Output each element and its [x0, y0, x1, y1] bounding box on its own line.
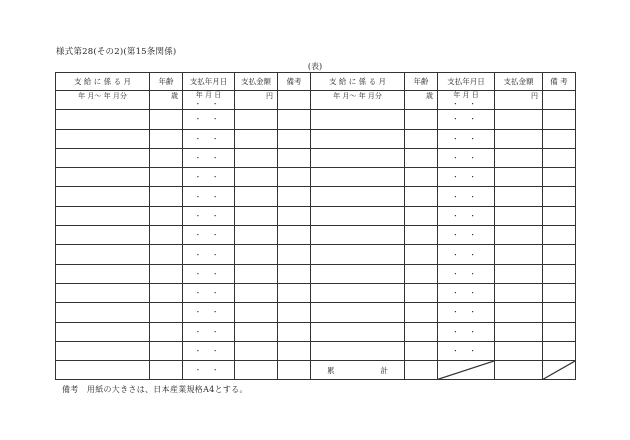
remarks-cell-right[interactable]	[543, 110, 576, 129]
pay-date-cell-right[interactable]	[438, 129, 495, 148]
period-cell-right[interactable]	[311, 187, 405, 206]
remarks-cell[interactable]	[278, 283, 311, 302]
date-dots: ・ ・	[194, 173, 223, 182]
remarks-cell[interactable]	[278, 245, 311, 264]
age-cell-right[interactable]	[405, 264, 438, 283]
remarks-cell-right[interactable]	[543, 283, 576, 302]
amount-cell[interactable]	[235, 283, 278, 302]
total-label-cell	[311, 361, 405, 380]
amount-cell-right[interactable]	[495, 110, 543, 129]
age-cell-right[interactable]	[405, 245, 438, 264]
pay-date-cell-right[interactable]	[438, 110, 495, 129]
pay-date-cell[interactable]	[183, 264, 235, 283]
age-cell-right[interactable]	[405, 341, 438, 360]
total-amount-cell[interactable]	[495, 361, 543, 380]
remarks-cell[interactable]	[278, 264, 311, 283]
period-cell[interactable]	[56, 361, 150, 380]
period-cell-right[interactable]	[311, 110, 405, 129]
amount-cell-right[interactable]	[495, 283, 543, 302]
age-cell[interactable]	[150, 129, 183, 148]
form-label: 様式第28(その2)(第15条関係)	[56, 47, 177, 57]
pay-date-cell-right[interactable]	[438, 341, 495, 360]
amount-cell-right[interactable]	[495, 322, 543, 341]
header-remarks-right: 備 考	[543, 73, 576, 91]
table-row	[56, 187, 576, 206]
amount-cell[interactable]	[235, 341, 278, 360]
period-cell[interactable]	[56, 322, 150, 341]
pay-date-cell[interactable]	[183, 206, 235, 225]
pay-date-cell[interactable]	[183, 245, 235, 264]
remarks-cell[interactable]	[278, 91, 311, 110]
age-cell-right[interactable]	[405, 168, 438, 187]
table-row	[56, 168, 576, 187]
amount-cell-right[interactable]	[495, 226, 543, 245]
amount-cell-right[interactable]	[495, 341, 543, 360]
period-cell-right[interactable]	[311, 245, 405, 264]
pay-date-cell[interactable]	[183, 91, 235, 110]
pay-date-cell-right[interactable]	[438, 148, 495, 167]
date-dots: ・ ・	[194, 269, 223, 278]
header-period-right: 支 給 に 係 る 月	[311, 73, 405, 91]
pay-date-cell[interactable]	[183, 283, 235, 302]
payment-record-table	[55, 72, 576, 380]
total-row	[56, 361, 576, 380]
period-cell-right[interactable]	[311, 283, 405, 302]
table-row	[56, 283, 576, 302]
age-cell[interactable]	[150, 264, 183, 283]
table-caption: (表)	[307, 62, 323, 71]
period-cell-right[interactable]	[311, 168, 405, 187]
table-row	[56, 148, 576, 167]
date-dots: ・ ・	[194, 327, 223, 336]
date-dots: ・ ・	[451, 173, 481, 182]
date-dots: ・ ・	[194, 366, 223, 375]
table-row	[56, 303, 576, 322]
date-dots: ・ ・	[194, 347, 223, 355]
remarks-cell-right[interactable]	[543, 148, 576, 167]
pay-date-cell[interactable]	[183, 110, 235, 129]
period-cell[interactable]	[56, 341, 150, 360]
age-cell-right[interactable]	[405, 206, 438, 225]
age-cell-right[interactable]	[405, 322, 438, 341]
date-dots: ・ ・	[194, 100, 223, 108]
pay-date-cell-right[interactable]	[438, 91, 495, 110]
total-label-suffix: 計	[380, 366, 388, 376]
date-dots: ・ ・	[194, 289, 223, 298]
date-dots: ・ ・	[451, 134, 481, 143]
period-cell[interactable]	[56, 264, 150, 283]
date-dots: ・ ・	[451, 154, 481, 163]
period-cell[interactable]	[56, 206, 150, 225]
amount-cell-right[interactable]	[495, 168, 543, 187]
age-cell[interactable]	[150, 303, 183, 322]
period-cell[interactable]	[56, 283, 150, 302]
pay-date-cell-right[interactable]	[438, 187, 495, 206]
age-cell-right[interactable]	[405, 283, 438, 302]
remarks-cell[interactable]	[278, 110, 311, 129]
period-cell[interactable]: 年 月～ 年 月分	[56, 91, 150, 110]
amount-cell[interactable]	[235, 226, 278, 245]
date-dots: ・ ・	[194, 115, 223, 124]
amount-cell-right[interactable]	[495, 187, 543, 206]
age-cell-right[interactable]	[405, 129, 438, 148]
remarks-cell[interactable]	[278, 168, 311, 187]
age-cell-right[interactable]: 歳	[405, 91, 438, 110]
header-age: 年齢	[150, 73, 183, 91]
age-cell[interactable]	[150, 341, 183, 360]
date-dots: ・ ・	[451, 192, 481, 201]
period-cell-right[interactable]	[311, 129, 405, 148]
date-units-right: 年 月 日	[453, 91, 479, 99]
amount-cell[interactable]: 円	[235, 91, 278, 110]
amount-cell[interactable]	[235, 168, 278, 187]
remarks-cell[interactable]	[278, 187, 311, 206]
table-row-first	[56, 91, 576, 110]
pay-date-cell-right[interactable]	[438, 206, 495, 225]
amount-cell[interactable]	[235, 361, 278, 380]
diagonal-slash	[543, 361, 575, 379]
age-cell-right[interactable]	[405, 187, 438, 206]
date-dots: ・ ・	[194, 192, 223, 201]
age-cell[interactable]	[150, 322, 183, 341]
date-dots: ・ ・	[451, 327, 481, 336]
age-cell[interactable]	[150, 245, 183, 264]
amount-cell[interactable]	[235, 148, 278, 167]
age-cell-right[interactable]	[405, 148, 438, 167]
remarks-cell[interactable]	[278, 148, 311, 167]
date-dots-right: ・ ・	[451, 100, 481, 108]
pay-date-cell-right[interactable]	[438, 303, 495, 322]
amount-cell-right[interactable]	[495, 148, 543, 167]
date-dots: ・ ・	[194, 211, 223, 220]
period-cell[interactable]	[56, 110, 150, 129]
amount-cell-right[interactable]	[495, 245, 543, 264]
period-cell[interactable]	[56, 168, 150, 187]
table-row	[56, 206, 576, 225]
date-dots: ・ ・	[194, 134, 223, 143]
period-cell[interactable]	[56, 129, 150, 148]
age-cell[interactable]: 歳	[150, 91, 183, 110]
pay-date-cell[interactable]	[183, 148, 235, 167]
header-age-right: 年齢	[405, 73, 438, 91]
header-pay-date-right: 支払年月日	[438, 73, 495, 91]
amount-cell[interactable]	[235, 245, 278, 264]
remarks-cell-right[interactable]	[543, 341, 576, 360]
amount-cell-right[interactable]	[495, 303, 543, 322]
period-cell-right[interactable]: 年 月～ 年 月分	[311, 91, 405, 110]
date-dots: ・ ・	[451, 231, 481, 240]
remarks-cell[interactable]	[278, 129, 311, 148]
diagonal-cell-date	[438, 361, 495, 380]
date-dots: ・ ・	[451, 211, 481, 220]
period-cell[interactable]	[56, 187, 150, 206]
table-row	[56, 129, 576, 148]
table-row	[56, 226, 576, 245]
date-dots: ・ ・	[451, 347, 481, 355]
pay-date-cell-right[interactable]	[438, 168, 495, 187]
period-cell-right[interactable]	[311, 226, 405, 245]
age-cell-right[interactable]	[405, 226, 438, 245]
remarks-cell-right[interactable]	[543, 206, 576, 225]
period-cell-right[interactable]	[311, 206, 405, 225]
date-dots: ・ ・	[194, 250, 223, 259]
age-cell-right[interactable]	[405, 303, 438, 322]
remarks-cell[interactable]	[278, 206, 311, 225]
date-dots: ・ ・	[194, 231, 223, 240]
period-cell-right[interactable]	[311, 341, 405, 360]
age-cell-right[interactable]	[405, 361, 438, 380]
header-period: 支 給 に 係 る 月	[56, 73, 150, 91]
remarks-cell-right[interactable]	[543, 168, 576, 187]
age-cell[interactable]	[150, 168, 183, 187]
amount-cell-right[interactable]: 円	[495, 91, 543, 110]
diagonal-slash	[438, 361, 494, 379]
remarks-cell-right[interactable]	[543, 129, 576, 148]
amount-cell-right[interactable]	[495, 264, 543, 283]
remarks-cell[interactable]	[278, 226, 311, 245]
remarks-cell-right[interactable]	[543, 303, 576, 322]
age-cell[interactable]	[150, 226, 183, 245]
amount-cell-right[interactable]	[495, 129, 543, 148]
remarks-cell-right[interactable]	[543, 187, 576, 206]
amount-cell[interactable]	[235, 322, 278, 341]
pay-date-cell-right[interactable]	[438, 283, 495, 302]
amount-cell[interactable]	[235, 110, 278, 129]
remarks-cell-right[interactable]	[543, 322, 576, 341]
header-row	[56, 73, 576, 91]
footer-note: 備考 用紙の大きさは、日本産業規格A4とする。	[62, 385, 248, 394]
age-cell-right[interactable]	[405, 110, 438, 129]
amount-cell[interactable]	[235, 129, 278, 148]
amount-cell[interactable]	[235, 187, 278, 206]
pay-date-cell[interactable]	[183, 361, 235, 380]
date-dots: ・ ・	[451, 289, 481, 298]
pay-date-cell[interactable]	[183, 322, 235, 341]
pay-date-cell-right[interactable]	[438, 226, 495, 245]
pay-date-cell[interactable]	[183, 168, 235, 187]
date-dots: ・ ・	[194, 308, 223, 317]
remarks-cell[interactable]	[278, 361, 311, 380]
remarks-cell-right[interactable]	[543, 226, 576, 245]
date-dots: ・ ・	[194, 154, 223, 163]
age-cell[interactable]	[150, 283, 183, 302]
pay-date-cell-right[interactable]	[438, 245, 495, 264]
date-units: 年 月 日	[195, 91, 222, 99]
period-cell[interactable]	[56, 148, 150, 167]
pay-date-cell[interactable]	[183, 187, 235, 206]
period-cell[interactable]	[56, 303, 150, 322]
table-row	[56, 322, 576, 341]
pay-date-cell[interactable]	[183, 129, 235, 148]
age-cell[interactable]	[150, 206, 183, 225]
period-cell-right[interactable]	[311, 148, 405, 167]
amount-cell[interactable]	[235, 303, 278, 322]
table-row	[56, 245, 576, 264]
pay-date-cell[interactable]	[183, 303, 235, 322]
period-cell[interactable]	[56, 226, 150, 245]
date-dots: ・ ・	[451, 115, 481, 124]
remarks-cell[interactable]	[278, 322, 311, 341]
header-pay-date: 支払年月日	[183, 73, 235, 91]
header-amount-right: 支払金額	[495, 73, 543, 91]
pay-date-cell-right[interactable]	[438, 322, 495, 341]
period-cell[interactable]	[56, 245, 150, 264]
period-cell-right[interactable]	[311, 322, 405, 341]
period-cell-right[interactable]	[311, 303, 405, 322]
table-row	[56, 341, 576, 360]
amount-cell[interactable]	[235, 206, 278, 225]
age-cell[interactable]	[150, 148, 183, 167]
age-cell[interactable]	[150, 361, 183, 380]
age-cell[interactable]	[150, 187, 183, 206]
table-row	[56, 110, 576, 129]
remarks-cell[interactable]	[278, 303, 311, 322]
remarks-cell-right[interactable]	[543, 245, 576, 264]
pay-date-cell[interactable]	[183, 341, 235, 360]
date-dots: ・ ・	[451, 308, 481, 317]
amount-cell[interactable]	[235, 264, 278, 283]
header-remarks-left: 備考	[278, 73, 311, 91]
header-amount: 支払金額	[235, 73, 278, 91]
remarks-cell-right[interactable]	[543, 264, 576, 283]
amount-cell-right[interactable]	[495, 206, 543, 225]
date-dots: ・ ・	[451, 269, 481, 278]
pay-date-cell[interactable]	[183, 226, 235, 245]
age-cell[interactable]	[150, 110, 183, 129]
pay-date-cell-right[interactable]	[438, 264, 495, 283]
date-dots: ・ ・	[451, 250, 481, 259]
remarks-cell[interactable]	[278, 341, 311, 360]
remarks-cell-right[interactable]	[543, 91, 576, 110]
period-cell-right[interactable]	[311, 264, 405, 283]
diagonal-cell-remarks	[543, 361, 576, 380]
table-row	[56, 264, 576, 283]
total-label: 累	[327, 365, 335, 375]
